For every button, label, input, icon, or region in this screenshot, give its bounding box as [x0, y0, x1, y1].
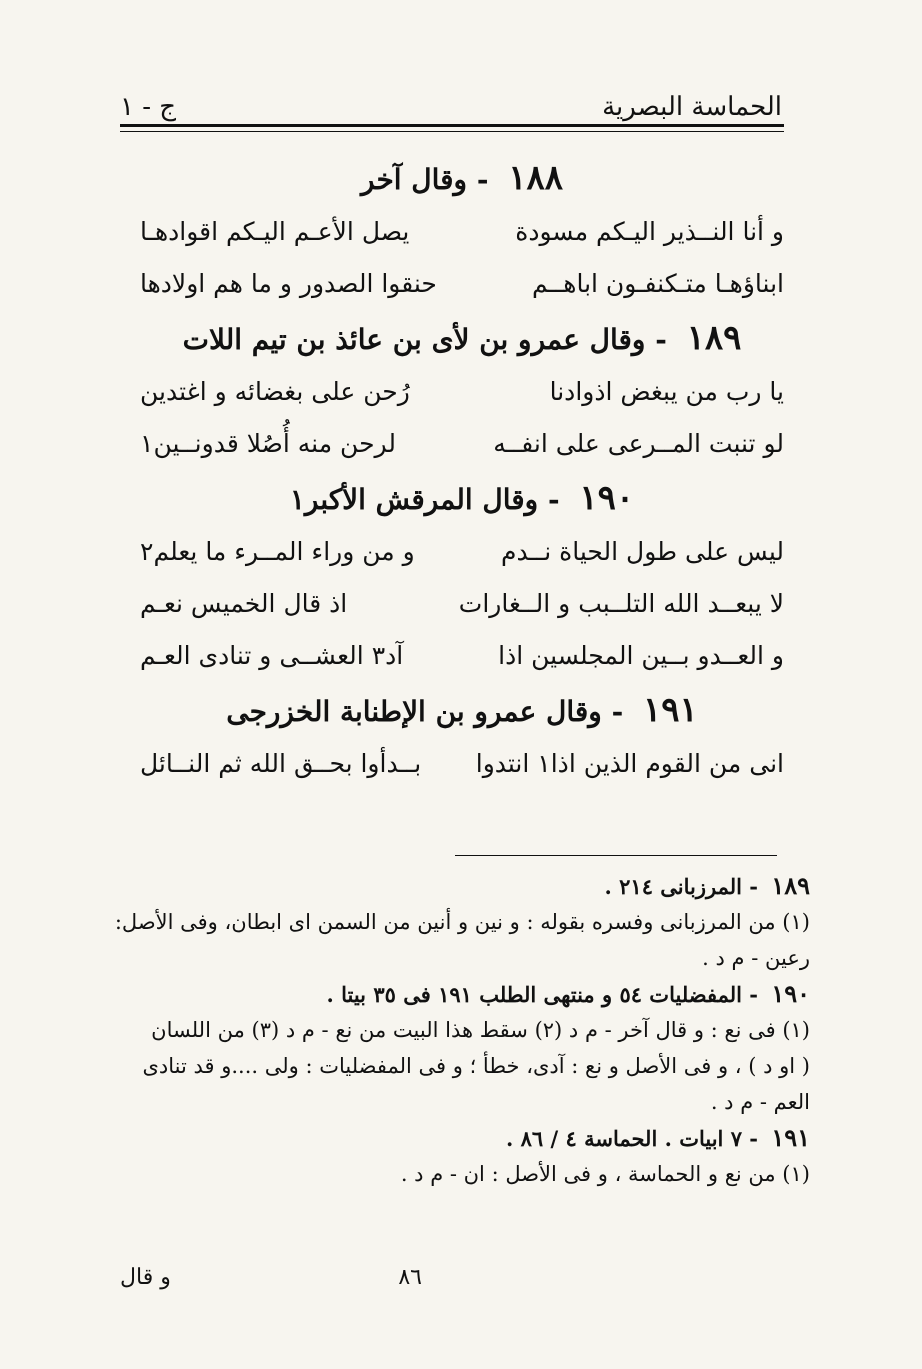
verse-line	[140, 418, 784, 470]
section-number: ١٨٨	[508, 158, 563, 198]
footnote-note: ( او د ) ، و فى الأصل و نع : آدى، خطأ ؛ و فى المفضليات : ولى ....و قد تنادى	[142, 1054, 810, 1078]
verse-first-hemistich: و أنا النــذير اليـكم مسودة	[515, 217, 784, 246]
footnote-note: (١) فى نع : و قال آخر - م د (٢) سقط هذا البيت من نع - م د (٣) من اللسان	[151, 1018, 810, 1042]
verse-second-hemistich: اذ قال الخميس نعـم	[140, 589, 348, 618]
footnote-number: ١٨٩	[771, 871, 810, 900]
verse-second-hemistich: رُحن على بغضائه و اغتدين	[140, 377, 410, 406]
footnote-reference	[110, 1120, 810, 1156]
verse-first-hemistich: يا رب من يبغض اذوادنا	[549, 377, 784, 406]
footnote-note: (١) من نع و الحماسة ، و فى الأصل : ان - م د .	[400, 1162, 810, 1186]
footnote-note: رعين - م د .	[702, 946, 810, 970]
verse-line	[140, 366, 784, 418]
verse-second-hemistich: بــدأوا بحــق الله ثم النــائل	[140, 749, 422, 778]
verse-second-hemistich: لرحن منه أُصُلا قدونــين١	[140, 429, 396, 458]
section-heading	[140, 150, 784, 206]
footnote-reference	[110, 976, 810, 1012]
footnote-note: (١) من المرزبانى وفسره بقوله : و نين و أنين من السمن اى ابطان، وفى الأصل:	[114, 910, 810, 934]
page-footer	[120, 1265, 802, 1305]
verse-second-hemistich: آد٣ العشــى و تنادى العـم	[140, 641, 404, 670]
section-heading	[140, 682, 784, 738]
verse-second-hemistich: و من وراء المــرء ما يعلم٢	[140, 537, 415, 566]
header-volume: ج - ١	[120, 92, 177, 122]
verse-first-hemistich: ابناؤهـا متـكنفـون اباهــم	[531, 269, 784, 298]
running-header	[120, 72, 782, 122]
verse-line	[140, 738, 784, 790]
poem-body	[140, 150, 784, 790]
footnote-number: ١٩١	[771, 1123, 810, 1152]
footnote-text: - المفضليات ٥٤ و منتهى الطلب ١٩١ فى ٣٥ بيتا .	[326, 982, 759, 1007]
header-title: الحماسة البصرية	[602, 92, 782, 122]
verse-first-hemistich: لو تنبت المــرعى على انفــه	[493, 429, 784, 458]
verse-line	[140, 630, 784, 682]
verse-second-hemistich: يصل الأعـم اليـكم اقوادهـا	[140, 217, 410, 246]
section-title: - وقال آخر	[361, 163, 489, 196]
verse-line	[140, 578, 784, 630]
footnote-text: - المرزبانى ٢١٤ .	[604, 874, 759, 899]
section-heading	[140, 470, 784, 526]
section-title: - وقال المرقش الأكبر١	[289, 483, 560, 516]
page-number: ٨٦	[398, 1265, 422, 1290]
verse-first-hemistich: ليس على طول الحياة نــدم	[501, 537, 784, 566]
footnotes	[110, 868, 810, 1192]
section-number: ١٩١	[642, 690, 698, 730]
footnote-rule	[455, 855, 777, 856]
footnote-reference	[110, 868, 810, 904]
verse-line	[140, 526, 784, 578]
header-rule	[120, 124, 784, 127]
footnote-text: - ٧ ابيات . الحماسة ٤ / ٨٦ .	[506, 1126, 759, 1151]
footnote-number: ١٩٠	[771, 979, 810, 1008]
section-title: - وقال عمرو بن لأى بن عائذ بن تيم اللات	[182, 323, 667, 356]
header-rule-thin	[120, 131, 784, 132]
verse-line	[140, 258, 784, 310]
verse-first-hemistich: و العــدو بــين المجلسين اذا	[498, 641, 784, 670]
verse-first-hemistich: لا يبعــد الله التلــبب و الــغارات	[458, 589, 784, 618]
footnote-note: العم - م د .	[710, 1090, 810, 1114]
section-title: - وقال عمرو بن الإطنابة الخزرجى	[226, 695, 624, 728]
section-number: ١٩٠	[579, 478, 635, 518]
section-number: ١٨٩	[686, 318, 742, 358]
catchword: و قال	[120, 1265, 171, 1290]
verse-line	[140, 206, 784, 258]
section-heading	[140, 310, 784, 366]
verse-second-hemistich: حنقوا الصدور و ما هم اولادها	[140, 269, 437, 298]
verse-first-hemistich: انى من القوم الذين اذا١ انتدوا	[475, 749, 784, 778]
